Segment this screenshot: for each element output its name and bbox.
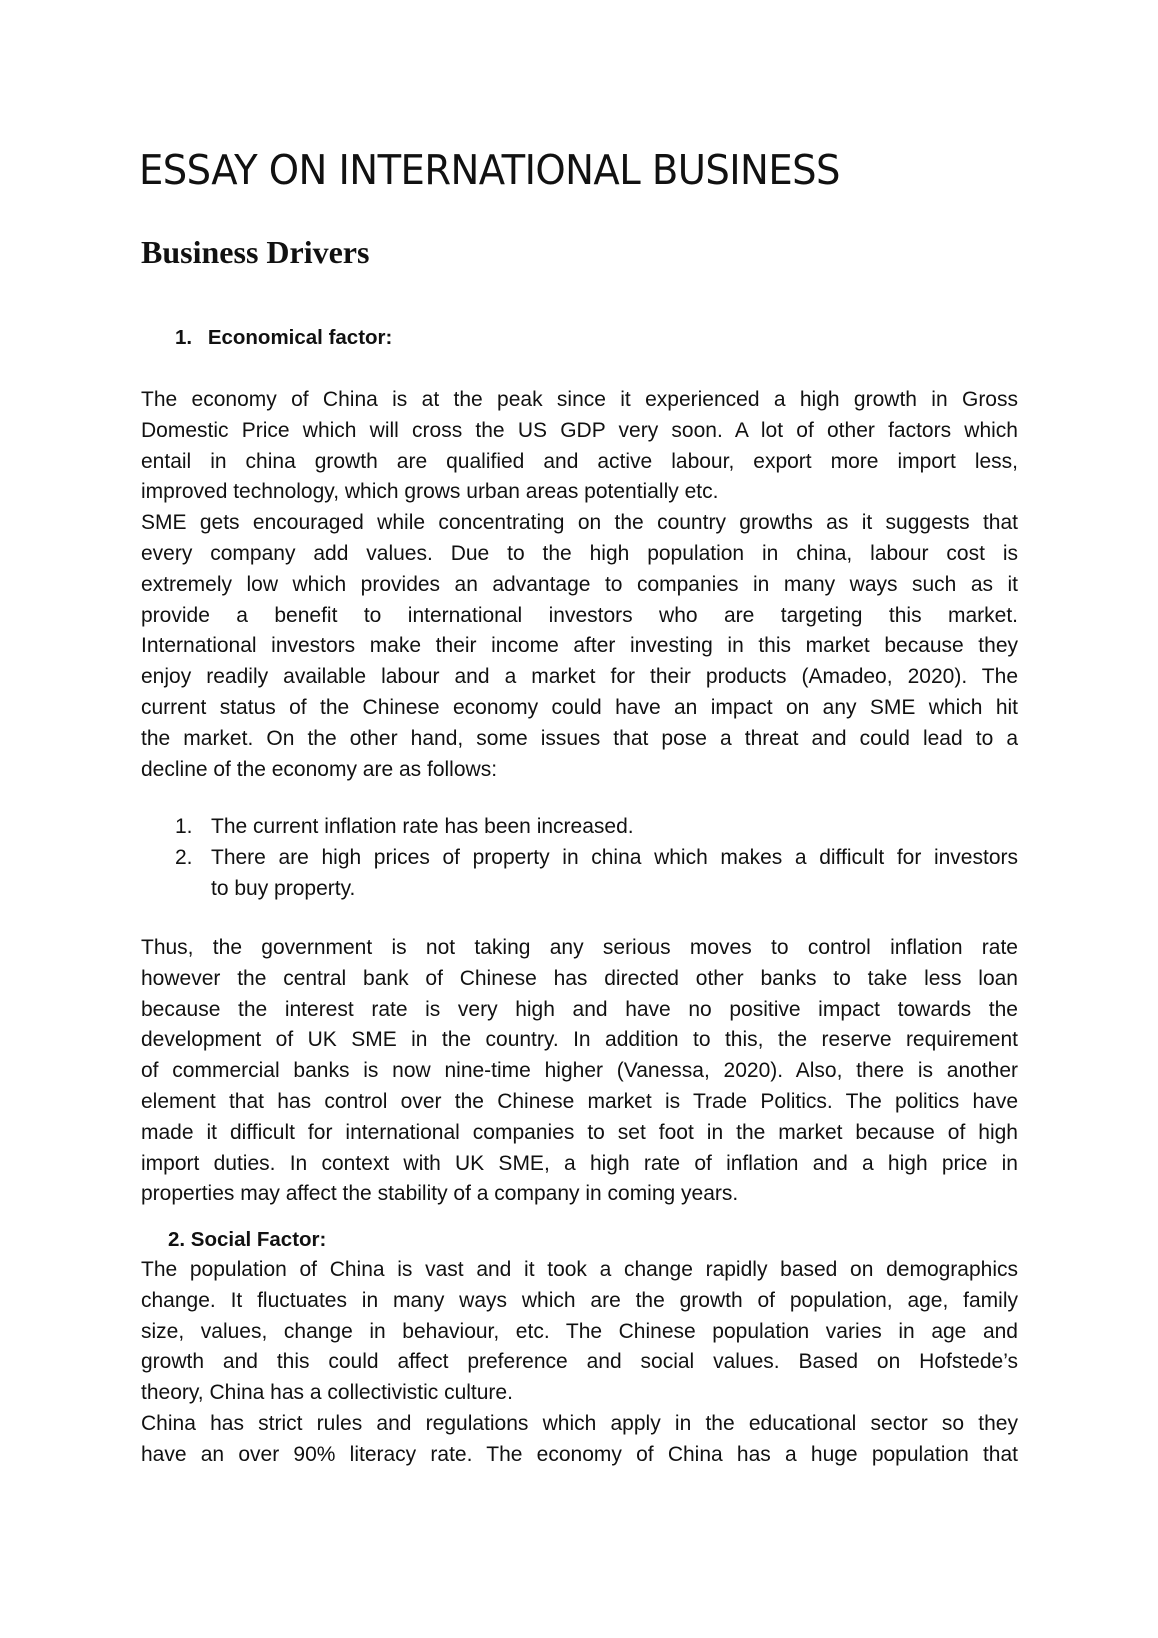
text-line: size, values, change in behaviour, etc. The Chinese population varies in age and	[141, 1319, 1018, 1343]
text-line: decline of the economy are as follows:	[141, 757, 498, 781]
paragraph-economy-2	[141, 933, 1018, 1210]
text-line: change. It fluctuates in many ways which are the growth of population, age, family	[141, 1288, 1018, 1312]
list-number: 1.	[175, 815, 193, 838]
subheading-text: Economical factor:	[207, 326, 393, 349]
text-line: every company add values. Due to the high population in china, labour cost is	[141, 541, 1018, 565]
text-line: development of UK SME in the country. In addition to this, the reserve requirement	[141, 1028, 1018, 1052]
text-line: extremely low which provides an advantage to companies in many ways such as it	[141, 572, 1018, 596]
text-line: SME gets encouraged while concentrating on the country growths as it suggests that	[141, 511, 1018, 535]
text-line: the market. On the other hand, some issues that pose a threat and could lead to a	[141, 726, 1018, 750]
text-line: provide a benefit to international investors who are targeting this market.	[141, 603, 1018, 627]
list-item	[141, 843, 1018, 905]
text-line: element that has control over the Chinese market is Trade Politics. The politics have	[141, 1089, 1018, 1113]
text-line: import duties. In context with UK SME, a high rate of inflation and a high price in	[141, 1151, 1018, 1175]
text-line: The economy of China is at the peak since it experienced a high growth in Gross	[141, 388, 1018, 411]
text-line: improved technology, which grows urban areas potentially etc.	[141, 480, 719, 504]
document-title: ESSAY ON INTERNATIONAL BUSINESS	[139, 146, 840, 194]
text-line: current status of the Chinese economy could have an impact on any SME which hit	[141, 695, 1018, 719]
text-line: entail in china growth are qualified and active labour, export more import less,	[141, 449, 1018, 473]
list-number: 2.	[175, 845, 193, 869]
subheading-economical-factor	[175, 326, 392, 350]
text-line: The population of China is vast and it took a change rapidly based on demographics	[141, 1258, 1018, 1281]
text-line: theory, China has a collectivistic culture.	[141, 1381, 513, 1405]
paragraph-economy-1	[141, 385, 1018, 785]
paragraph-social	[141, 1255, 1018, 1471]
section-heading-business-drivers: Business Drivers	[141, 234, 370, 270]
text-line: Thus, the government is not taking any serious moves to control inflation rate	[141, 936, 1018, 959]
text-line: however the central bank of Chinese has directed other banks to take less loan	[141, 966, 1018, 990]
threat-list	[141, 812, 1018, 904]
text-line: properties may affect the stability of a company in coming years.	[141, 1182, 739, 1206]
text-line: because the interest rate is very high and have no positive impact towards the	[141, 997, 1018, 1021]
text-line: The current inflation rate has been increased.	[211, 815, 634, 838]
list-item	[141, 812, 1018, 843]
text-line: made it difficult for international companies to set foot in the market because of high	[141, 1120, 1018, 1144]
text-line: There are high prices of property in china which makes a difficult for investors	[211, 845, 1018, 869]
text-line: growth and this could affect preference and social values. Based on Hofstede’s	[141, 1350, 1018, 1374]
subheading-social-factor: 2. Social Factor:	[168, 1228, 327, 1251]
text-line: China has strict rules and regulations which apply in the educational sector so they	[141, 1411, 1018, 1435]
text-line: to buy property.	[211, 876, 356, 900]
text-line: International investors make their income after investing in this market because they	[141, 634, 1018, 658]
text-line: enjoy readily available labour and a market for their products (Amadeo, 2020). The	[141, 665, 1018, 689]
text-line: Domestic Price which will cross the US GDP very soon. A lot of other factors which	[141, 418, 1018, 442]
text-line: of commercial banks is now nine-time higher (Vanessa, 2020). Also, there is another	[141, 1059, 1018, 1083]
text-line: have an over 90% literacy rate. The economy of China has a huge population that	[141, 1442, 1018, 1466]
list-number: 1.	[175, 326, 193, 349]
